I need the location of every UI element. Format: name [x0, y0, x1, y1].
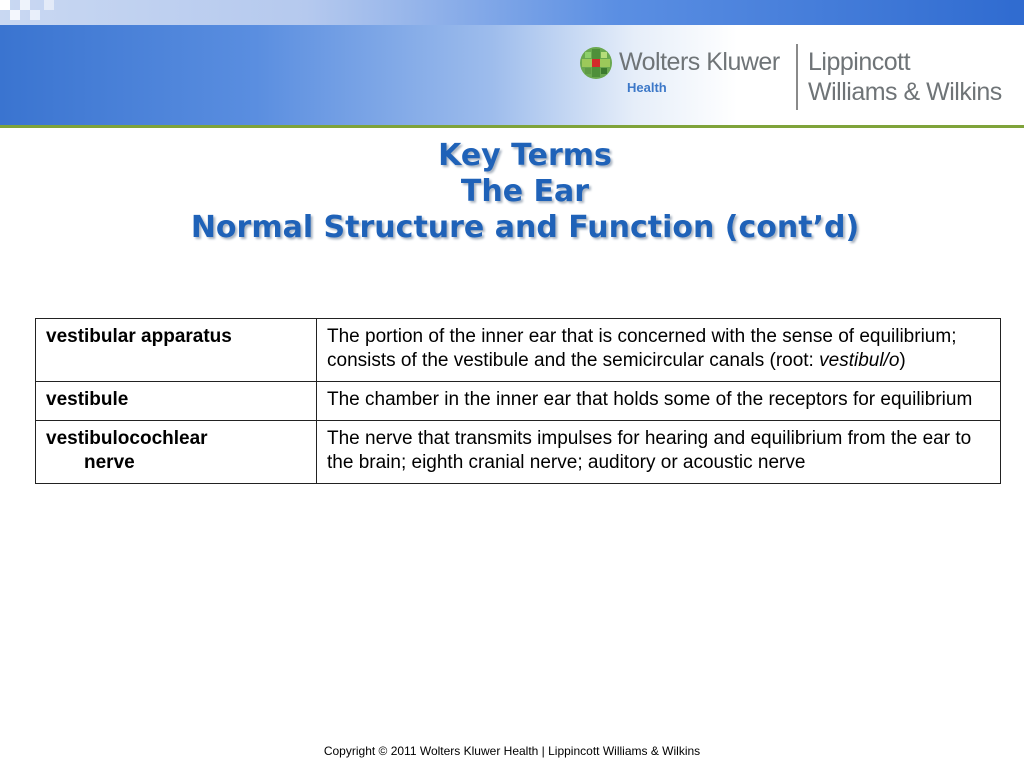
definition-text: The chamber in the inner ear that holds some of the receptors for equilibrium	[327, 389, 973, 410]
slide-header	[0, 0, 1024, 127]
definition-cell	[317, 421, 1001, 484]
title-line-the-ear: The Ear	[460, 174, 590, 209]
copyright-footer: Copyright © 2011 Wolters Kluwer Health | Lippincott Williams & Wilkins	[323, 744, 701, 758]
wolters-kluwer-wordmark: Wolters Kluwer	[619, 48, 780, 76]
decorative-square	[44, 0, 54, 10]
wolters-kluwer-globe-icon	[579, 46, 613, 80]
key-terms-table	[35, 318, 1001, 484]
definition-text: The nerve that transmits impulses for hearing and equilibrium from the ear to the brain; eighth cranial nerve; auditory or acoustic nerve	[327, 428, 972, 473]
decorative-square	[30, 10, 40, 20]
title-line-section: Normal Structure and Function (cont’d)	[190, 210, 860, 245]
publisher-logo	[579, 40, 1019, 115]
table-row	[36, 319, 1001, 382]
decorative-square	[20, 0, 30, 10]
header-green-rule	[0, 125, 1024, 128]
title-line-key-terms: Key Terms	[438, 138, 612, 173]
decorative-square	[10, 10, 20, 20]
term-cell	[36, 382, 317, 421]
health-wordmark: Health	[627, 80, 667, 95]
term-cell	[36, 421, 317, 484]
definition-end: )	[899, 350, 906, 371]
logo-divider	[796, 44, 798, 110]
header-top-band	[0, 0, 1024, 25]
definition-cell	[317, 382, 1001, 421]
term-text: vestibular apparatus	[46, 326, 232, 347]
term-cell	[36, 319, 317, 382]
slide-title	[0, 138, 1024, 246]
williams-wilkins-wordmark: Williams & Wilkins	[808, 78, 1002, 106]
definition-cell	[317, 319, 1001, 382]
root-word: vestibul/o	[819, 350, 900, 371]
table-row	[36, 421, 1001, 484]
term-text: vestibulocochlear	[46, 428, 208, 449]
table-row	[36, 382, 1001, 421]
definition-text: The portion of the inner ear that is concerned with the sense of equilibrium; consists of the vestibule and the semicircular canals (root:	[327, 326, 957, 371]
lippincott-wordmark: Lippincott	[808, 48, 911, 76]
term-text-continuation: nerve	[84, 452, 135, 473]
decorative-square	[0, 0, 10, 10]
term-text: vestibule	[46, 389, 129, 410]
